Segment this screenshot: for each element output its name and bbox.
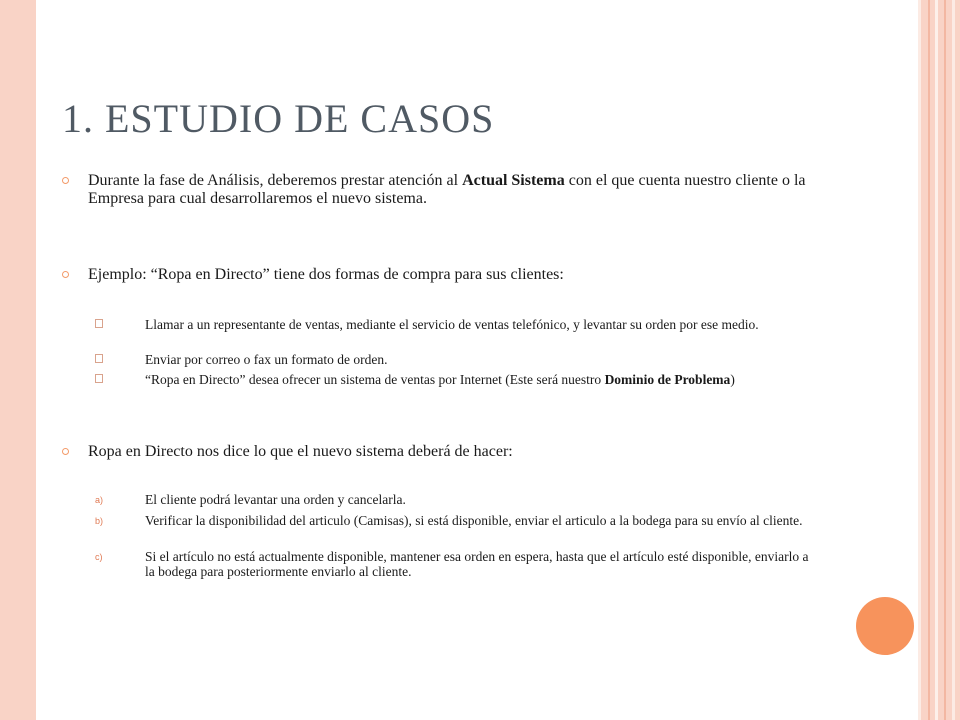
bullet-text-part: Durante la fase de Análisis, deberemos prestar atención al xyxy=(88,172,463,189)
lettered-list-item xyxy=(95,549,815,579)
lettered-list-item xyxy=(95,513,815,528)
frame-stripe xyxy=(952,0,955,720)
bullet-text: Ropa en Directo nos dice lo que el nuevo sistema deberá de hacer: xyxy=(88,443,513,460)
slide-title: 1. ESTUDIO DE CASOS xyxy=(62,96,495,141)
bullet-text xyxy=(88,172,808,208)
sub-item-text: Enviar por correo o fax un formato de orden. xyxy=(145,352,388,367)
decorative-orange-circle xyxy=(856,597,914,655)
sub-item-text: Llamar a un representante de ventas, mediante el servicio de ventas telefónico, y levantar su orden por ese medio. xyxy=(145,317,759,332)
frame-stripe xyxy=(928,0,930,720)
box-bullet-icon xyxy=(95,319,103,328)
lettered-item-text: El cliente podrá levantar una orden y cancelarla. xyxy=(145,492,406,507)
sub-list-item xyxy=(145,317,815,332)
sub-item-text: “Ropa en Directo” desea ofrecer un sistema de ventas por Internet (Este será nuestro xyxy=(145,372,605,387)
sub-list-item xyxy=(145,372,815,387)
bullet-circle-icon xyxy=(62,271,69,278)
sub-item-bold-text: Dominio de Problema xyxy=(604,372,731,387)
lettered-list-item xyxy=(95,492,815,507)
frame-stripe xyxy=(944,0,946,720)
bullet-text: Ejemplo: “Ropa en Directo” tiene dos formas de compra para sus clientes: xyxy=(88,266,564,283)
bullet-circle-icon xyxy=(62,448,69,455)
list-marker: a) xyxy=(95,495,104,505)
sub-item-text: ) xyxy=(730,372,735,387)
sub-list-item xyxy=(145,352,815,367)
lettered-item-text: Verificar la disponibilidad del articulo (Camisas), si está disponible, enviar el articulo a la bodega para su envío al cliente. xyxy=(145,513,803,528)
lettered-item-text: Si el artículo no está actualmente disponible, mantener esa orden en espera, hasta que el artículo esté disponible, enviarlo a la bodega para posteriormente enviarlo al cliente. xyxy=(145,549,809,579)
bullet-bold-text: Actual Sistema xyxy=(462,172,565,189)
box-bullet-icon xyxy=(95,374,103,383)
left-frame-border xyxy=(0,0,36,720)
bullet-circle-icon xyxy=(62,177,69,184)
box-bullet-icon xyxy=(95,354,103,363)
list-marker: c) xyxy=(95,552,103,562)
frame-stripe xyxy=(918,0,921,720)
frame-stripe xyxy=(935,0,938,720)
list-marker: b) xyxy=(95,516,104,526)
bullet-text-part: con el que cuenta nuestro cliente o la Empresa para cual desarrollaremos el nuevo sistema. xyxy=(88,172,806,207)
